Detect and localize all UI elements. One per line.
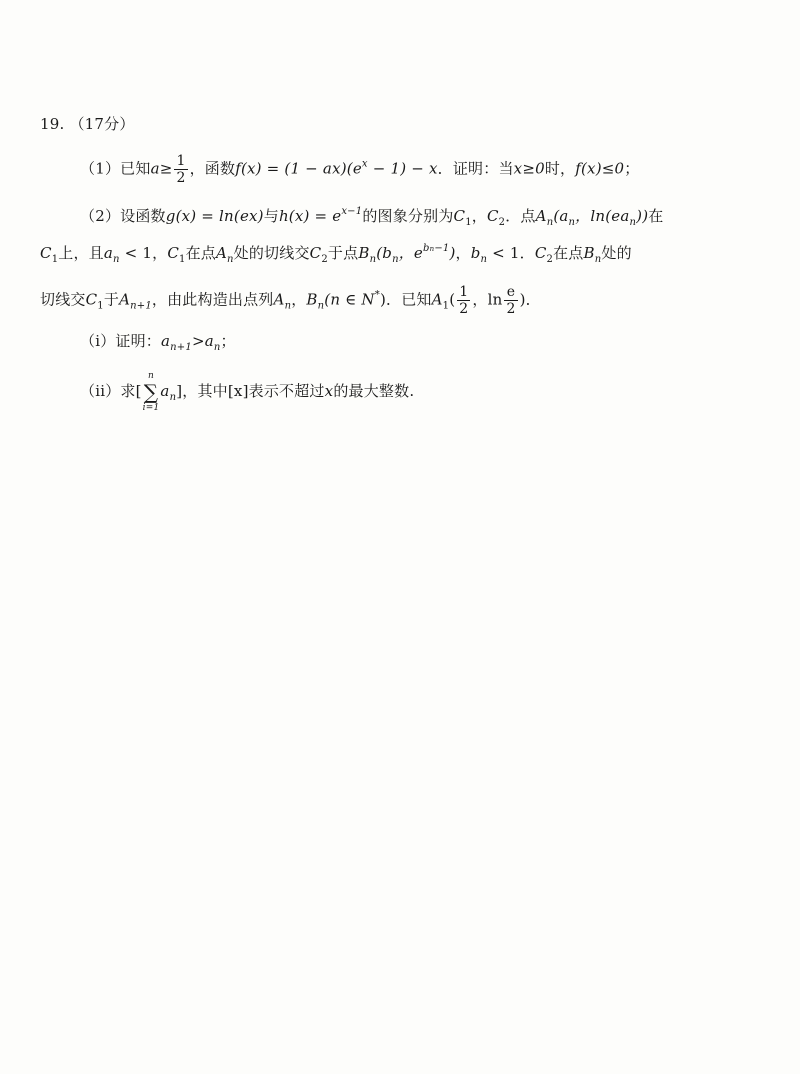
fraction-denominator: 2 <box>459 301 469 317</box>
part2-line-2 <box>40 239 632 270</box>
part2-text: 与 <box>263 207 279 225</box>
subscript: 1 <box>97 300 104 312</box>
paren: )． <box>519 290 541 309</box>
subscript: n <box>546 217 554 228</box>
var-bn: b <box>470 244 481 262</box>
part2-text: ， <box>471 207 487 225</box>
subscript: 2 <box>498 217 506 228</box>
point-an: A <box>273 290 285 309</box>
superscript: * <box>374 289 380 301</box>
subscript: 1 <box>51 254 59 265</box>
part1-fraction <box>174 153 187 186</box>
curve-c1: C <box>85 290 98 309</box>
part1-text-3: ．证明：当 <box>437 159 514 178</box>
part2-text: 于点 <box>327 244 359 262</box>
part1-condition-2: x≥0 <box>513 159 545 178</box>
sub-question-i <box>80 331 236 358</box>
subscript: n <box>213 342 221 353</box>
point-an: A <box>535 207 547 225</box>
point-an1: A <box>119 290 131 309</box>
point-bn: B <box>358 244 370 262</box>
problem-header <box>40 114 135 134</box>
part2-text: 处的 <box>601 244 632 262</box>
var-x: x <box>324 382 334 400</box>
point-a1: A <box>431 290 443 309</box>
problem-number: 19. <box>40 115 65 133</box>
point-an: A <box>215 244 228 262</box>
sum-upper: n <box>148 371 155 381</box>
sigma-symbol: ∑ <box>143 380 159 404</box>
part2-text: )．已知 <box>379 290 432 309</box>
curve-c1: C <box>167 244 179 262</box>
subscript: n <box>568 217 576 228</box>
inequality: < 1 <box>487 244 520 262</box>
sub-text: ； <box>220 332 236 350</box>
subscript: n <box>227 254 234 265</box>
subscript: 1 <box>179 254 186 265</box>
point-coord: )) <box>636 207 649 225</box>
subscript: n <box>284 300 292 312</box>
sum-lower: i=1 <box>142 403 160 413</box>
sub-label: （ii） <box>80 382 121 400</box>
part2-text: 上，且 <box>58 244 104 262</box>
point-bn: B <box>583 244 595 262</box>
part2-text: ，由此构造出点列 <box>151 290 274 309</box>
part2-text: ， <box>455 244 471 262</box>
function-h-exp: x−1 <box>341 206 363 217</box>
fraction-denominator: 2 <box>176 170 186 186</box>
part1-text-1: 已知 <box>120 159 151 178</box>
part1-conclusion: f(x)≤0 <box>575 159 625 178</box>
sub-text: ]，其中[x]表示不超过 <box>176 382 325 400</box>
part2-text: 于 <box>103 290 120 309</box>
curve-c1: C <box>453 207 466 225</box>
problem-score: （17分） <box>69 115 135 133</box>
a1-x-fraction <box>457 284 470 317</box>
sub-label: （i） <box>80 332 116 350</box>
part1-function-exp: x <box>361 158 368 170</box>
part1-label: （1） <box>80 159 121 178</box>
exp-tail: −1 <box>434 243 450 254</box>
point-coord: (b <box>376 244 393 262</box>
function-g: g(x) = ln(ex) <box>165 207 264 225</box>
inequality: >a <box>191 332 214 350</box>
part1-text-5: ； <box>624 159 640 178</box>
var-an: a <box>103 244 114 262</box>
part1-condition: a≥ <box>150 159 173 178</box>
var-a: a <box>161 332 171 350</box>
part2-label: （2） <box>80 207 121 225</box>
subscript: n+1 <box>170 342 192 353</box>
part2-line-1 <box>80 202 663 233</box>
subscript: n+1 <box>130 300 152 312</box>
part1-text-4: 时， <box>544 159 576 178</box>
point-coord: (a <box>553 207 569 225</box>
sum-term: a <box>160 382 170 400</box>
point-coord: ，ln(ea <box>575 207 630 225</box>
fraction-numerator: 1 <box>176 153 186 169</box>
subscript: n <box>369 254 377 265</box>
fraction-denominator: 2 <box>506 301 516 317</box>
set-notation: (n ∈ N <box>324 290 375 309</box>
sub-text: 证明： <box>115 332 162 350</box>
fraction-numerator: 1 <box>459 284 469 300</box>
part2-text: 在点 <box>553 244 584 262</box>
exponent <box>423 243 449 254</box>
sub-text: 的最大整数. <box>333 382 415 400</box>
point-coord: ) <box>449 244 456 262</box>
a1-y-fraction <box>504 284 517 317</box>
sub-question-ii <box>80 370 414 414</box>
part2-text: 在 <box>648 207 664 225</box>
point-bn: B <box>306 290 318 309</box>
subscript: n <box>169 392 177 403</box>
subscript: n <box>480 254 488 265</box>
subscript: 1 <box>442 300 450 312</box>
part2-text: ．点 <box>505 207 536 225</box>
inequality: < 1 <box>119 244 153 262</box>
part2-text: ， <box>152 244 168 262</box>
subscript: n <box>317 300 325 312</box>
sub-text: 求[ <box>120 382 142 400</box>
paren: ( <box>449 290 456 309</box>
part2-text: ， <box>291 290 307 309</box>
subscript: n <box>594 254 602 265</box>
subscript: n <box>113 254 120 265</box>
curve-c1: C <box>40 244 52 262</box>
part2-line-3 <box>40 284 541 317</box>
fraction-numerator: e <box>504 284 517 301</box>
curve-c2: C <box>534 244 547 262</box>
subscript: n <box>392 254 399 265</box>
subscript: n <box>629 217 637 228</box>
part2-text: 切线交 <box>40 290 86 309</box>
exp-sub: n <box>429 245 435 253</box>
part2-text: ，ln <box>472 290 503 309</box>
part2-text: ． <box>519 244 535 262</box>
point-coord: ，e <box>398 244 423 262</box>
part1-function: f(x) = (1 − ax)(e <box>235 159 362 178</box>
summation <box>143 370 160 414</box>
exp-base: b <box>422 243 430 254</box>
curve-c2: C <box>486 207 499 225</box>
subscript: 2 <box>321 254 328 265</box>
function-h: h(x) = e <box>278 207 342 225</box>
part2-text: 的图象分别为 <box>362 207 454 225</box>
part2-text: 在点 <box>185 244 216 262</box>
part2-text: 设函数 <box>120 207 166 225</box>
curve-c2: C <box>309 244 322 262</box>
subscript: 1 <box>465 217 472 228</box>
part1-text-2: ，函数 <box>189 159 236 178</box>
part2-text: 处的切线交 <box>233 244 310 262</box>
part1-line <box>80 153 639 186</box>
part1-function-tail: − 1) − x <box>367 159 438 178</box>
subscript: 2 <box>546 254 554 265</box>
